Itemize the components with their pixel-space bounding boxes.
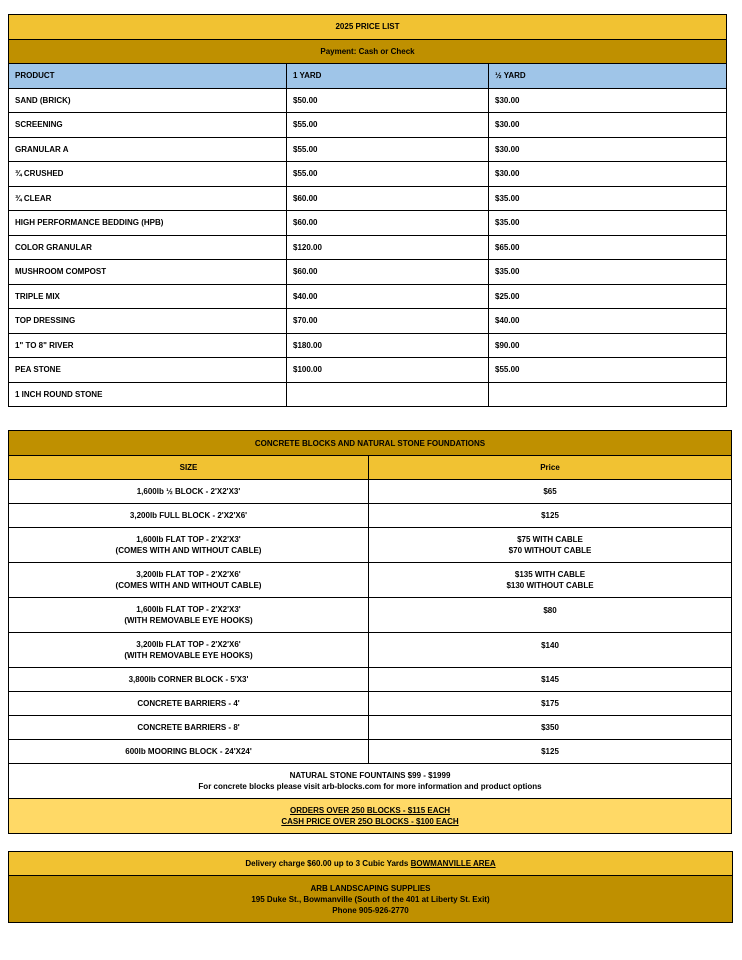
product-row	[9, 260, 727, 285]
blocks-title: CONCRETE BLOCKS AND NATURAL STONE FOUNDATIONS	[9, 431, 732, 456]
block-price	[369, 633, 732, 668]
blocks-header-row	[9, 456, 732, 480]
product-row	[9, 309, 727, 334]
product-row	[9, 162, 727, 187]
product-name: SAND (BRICK)	[9, 88, 287, 113]
price-half-yard: $35.00	[489, 186, 727, 211]
product-row	[9, 113, 727, 138]
company-phone: Phone 905-926-2770	[332, 905, 409, 915]
price-half-yard: $55.00	[489, 358, 727, 383]
price-1-yard	[287, 382, 489, 407]
delivery-charge-text: Delivery charge $60.00 up to 3 Cubic Yards	[245, 859, 411, 868]
price-1-yard: $60.00	[287, 211, 489, 236]
block-row	[9, 504, 732, 528]
block-row	[9, 598, 732, 633]
company-row	[9, 876, 733, 923]
product-row	[9, 358, 727, 383]
product-name: ¾ CRUSHED	[9, 162, 287, 187]
block-price	[369, 480, 732, 504]
product-name: GRANULAR A	[9, 137, 287, 162]
price-1-yard: $70.00	[287, 309, 489, 334]
block-size	[9, 563, 369, 598]
product-row	[9, 88, 727, 113]
price-half-yard: $30.00	[489, 113, 727, 138]
block-row	[9, 740, 732, 764]
block-price	[369, 740, 732, 764]
block-row	[9, 668, 732, 692]
block-price-line: $75 WITH CABLE	[517, 535, 583, 544]
company-info	[9, 876, 733, 923]
block-price-line: $125	[541, 511, 559, 520]
block-price-line: $70 WITHOUT CABLE	[508, 546, 592, 555]
price-half-yard: $35.00	[489, 260, 727, 285]
product-row	[9, 186, 727, 211]
delivery-row	[9, 852, 733, 876]
block-size	[9, 740, 369, 764]
block-size-line: 1,600lb ½ BLOCK - 2'X2'X3'	[136, 487, 241, 496]
price-header-row	[9, 64, 727, 89]
block-price	[369, 504, 732, 528]
price-half-yard	[489, 382, 727, 407]
block-price-line: $130 WITHOUT CABLE	[506, 581, 594, 590]
product-name: MUSHROOM COMPOST	[9, 260, 287, 285]
product-name: COLOR GRANULAR	[9, 235, 287, 260]
company-name: ARB LANDSCAPING SUPPLIES	[310, 883, 431, 893]
product-name: HIGH PERFORMANCE BEDDING (HPB)	[9, 211, 287, 236]
delivery-charge	[9, 852, 733, 876]
price-1-yard: $55.00	[287, 162, 489, 187]
block-row	[9, 563, 732, 598]
price-half-yard: $65.00	[489, 235, 727, 260]
block-size-line: 1,600lb FLAT TOP - 2'X2'X3'	[136, 535, 241, 544]
price-half-yard: $40.00	[489, 309, 727, 334]
company-address: 195 Duke St., Bowmanville (South of the 401 at Liberty St. Exit)	[251, 894, 490, 904]
delivery-area: BOWMANVILLE AREA	[410, 859, 496, 868]
block-price	[369, 528, 732, 563]
product-name: 1" TO 8" RIVER	[9, 333, 287, 358]
column-header-size: SIZE	[9, 456, 369, 480]
concrete-blocks-table	[8, 430, 732, 834]
block-price-line: $125	[541, 747, 559, 756]
price-1-yard: $60.00	[287, 186, 489, 211]
product-row	[9, 211, 727, 236]
price-list-title: 2025 PRICE LIST	[9, 15, 727, 40]
price-1-yard: $100.00	[287, 358, 489, 383]
block-row	[9, 480, 732, 504]
product-row	[9, 382, 727, 407]
price-half-yard: $90.00	[489, 333, 727, 358]
price-1-yard: $180.00	[287, 333, 489, 358]
payment-note: Payment: Cash or Check	[9, 39, 727, 64]
fountains-note	[9, 764, 732, 799]
blocks-title-row	[9, 431, 732, 456]
price-half-yard: $30.00	[489, 137, 727, 162]
fountains-note-row	[9, 764, 732, 799]
block-size-line: (WITH REMOVABLE EYE HOOKS)	[124, 651, 253, 660]
price-1-yard: $120.00	[287, 235, 489, 260]
delivery-table	[8, 851, 733, 923]
block-price	[369, 716, 732, 740]
block-row	[9, 633, 732, 668]
block-size-line: 600lb MOORING BLOCK - 24'X24'	[125, 747, 252, 756]
price-half-yard: $30.00	[489, 162, 727, 187]
block-size-line: 3,200lb FLAT TOP - 2'X2'X6'	[136, 640, 241, 649]
product-row	[9, 235, 727, 260]
block-size	[9, 692, 369, 716]
price-1-yard: $50.00	[287, 88, 489, 113]
block-size	[9, 598, 369, 633]
block-price-line: $140	[541, 641, 559, 650]
product-name: ¾ CLEAR	[9, 186, 287, 211]
block-size-line: (COMES WITH AND WITHOUT CABLE)	[115, 546, 262, 555]
product-name: 1 INCH ROUND STONE	[9, 382, 287, 407]
product-row	[9, 333, 727, 358]
price-1-yard: $40.00	[287, 284, 489, 309]
bulk-pricing-line: CASH PRICE OVER 25O BLOCKS - $100 EACH	[281, 817, 459, 826]
column-header-half-yard: ½ YARD	[489, 64, 727, 89]
block-price	[369, 692, 732, 716]
bulk-pricing-row	[9, 799, 732, 834]
price-1-yard: $55.00	[287, 137, 489, 162]
block-price-line: $80	[543, 606, 557, 615]
block-price-line: $175	[541, 699, 559, 708]
block-size-line: (WITH REMOVABLE EYE HOOKS)	[124, 616, 253, 625]
price-list-title-row	[9, 15, 727, 40]
block-size-line: 1,600lb FLAT TOP - 2'X2'X3'	[136, 605, 241, 614]
product-name: SCREENING	[9, 113, 287, 138]
block-size-line: CONCRETE BARRIERS - 8'	[137, 723, 240, 732]
block-price-line: $145	[541, 675, 559, 684]
block-row	[9, 716, 732, 740]
block-size	[9, 716, 369, 740]
block-size	[9, 528, 369, 563]
column-header-price: Price	[369, 456, 732, 480]
block-row	[9, 692, 732, 716]
payment-row	[9, 39, 727, 64]
price-list-table	[8, 14, 727, 407]
product-name: PEA STONE	[9, 358, 287, 383]
fountains-note-line: NATURAL STONE FOUNTAINS $99 - $1999	[289, 771, 451, 780]
column-header-1-yard: 1 YARD	[287, 64, 489, 89]
bulk-pricing-line: ORDERS OVER 250 BLOCKS - $115 EACH	[289, 806, 451, 815]
fountains-note-line: For concrete blocks please visit arb-blocks.com for more information and product options	[198, 782, 542, 791]
block-size-line: CONCRETE BARRIERS - 4'	[137, 699, 240, 708]
block-price	[369, 598, 732, 633]
price-1-yard: $60.00	[287, 260, 489, 285]
price-half-yard: $35.00	[489, 211, 727, 236]
product-name: TOP DRESSING	[9, 309, 287, 334]
block-size-line: 3,800lb CORNER BLOCK - 5'X3'	[128, 675, 249, 684]
block-price	[369, 668, 732, 692]
block-row	[9, 528, 732, 563]
block-price	[369, 563, 732, 598]
price-half-yard: $25.00	[489, 284, 727, 309]
price-1-yard: $55.00	[287, 113, 489, 138]
block-price-line: $350	[541, 723, 559, 732]
bulk-pricing	[9, 799, 732, 834]
block-price-line: $65	[543, 487, 557, 496]
block-size-line: 3,200lb FLAT TOP - 2'X2'X6'	[136, 570, 241, 579]
product-row	[9, 137, 727, 162]
product-name: TRIPLE MIX	[9, 284, 287, 309]
block-size-line: 3,200lb FULL BLOCK - 2'X2'X6'	[129, 511, 248, 520]
block-size	[9, 504, 369, 528]
block-size	[9, 668, 369, 692]
price-half-yard: $30.00	[489, 88, 727, 113]
block-size	[9, 480, 369, 504]
product-row	[9, 284, 727, 309]
column-header-product: PRODUCT	[9, 64, 287, 89]
block-price-line: $135 WITH CABLE	[514, 570, 586, 579]
block-size	[9, 633, 369, 668]
block-size-line: (COMES WITH AND WITHOUT CABLE)	[115, 581, 262, 590]
